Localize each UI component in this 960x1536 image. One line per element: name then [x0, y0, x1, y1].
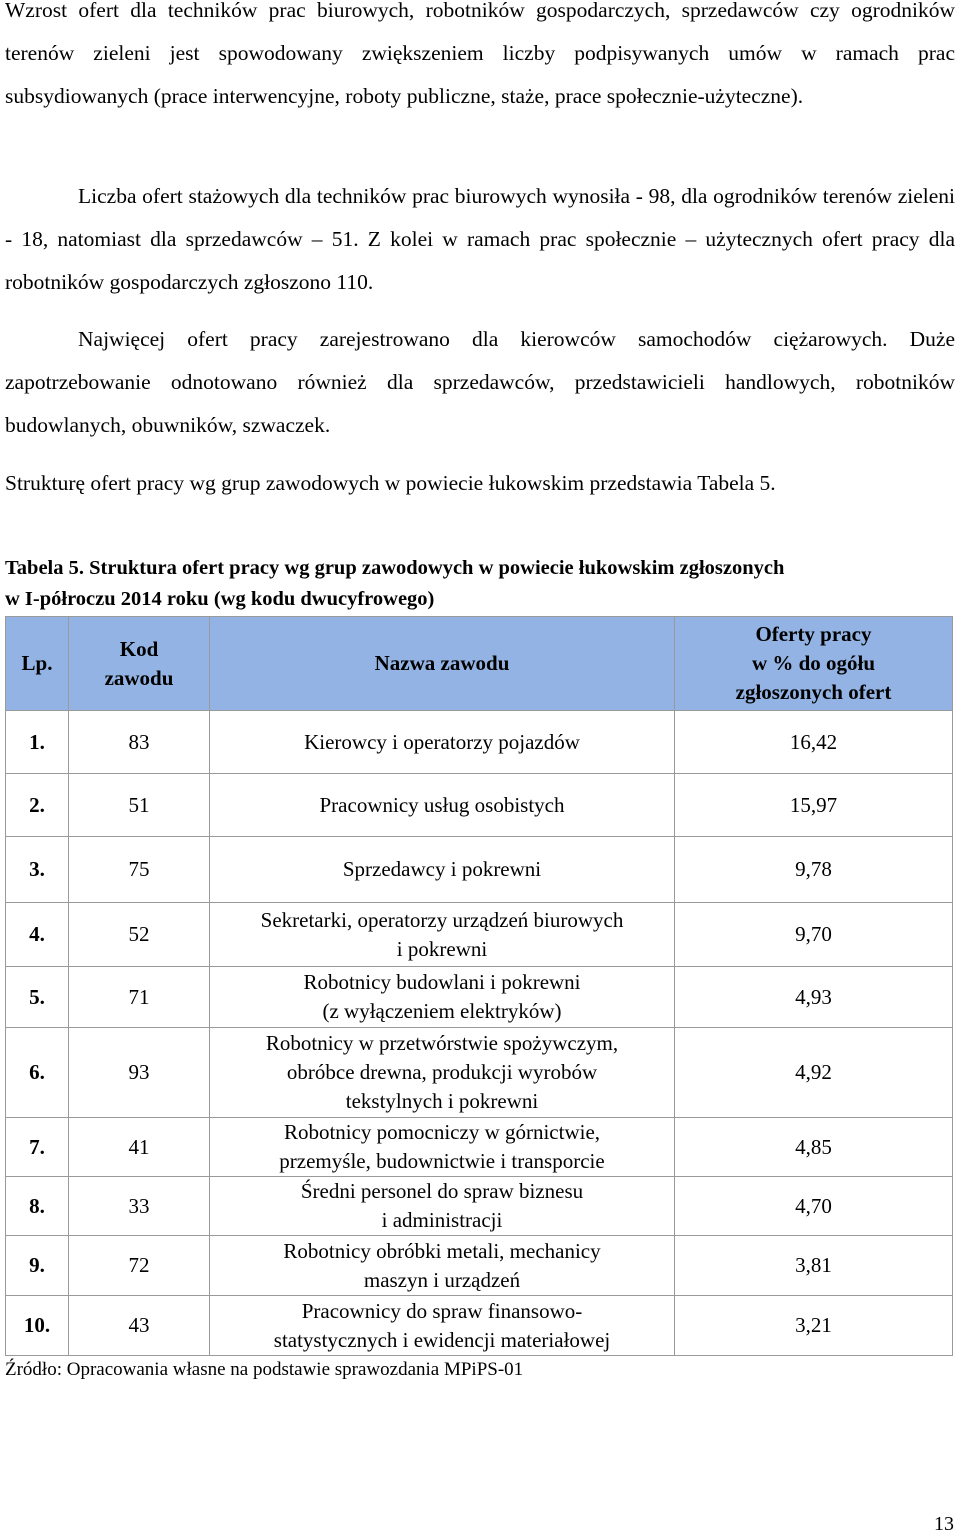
table-row	[6, 967, 953, 1028]
row-lp: 1.	[6, 711, 69, 774]
header-percent: Oferty pracy w % do ogółu zgłoszonych ofert	[675, 617, 953, 711]
page-number: 13	[934, 1513, 954, 1535]
table-caption-line-2: w I-półroczu 2014 roku (wg kodu dwucyfrowego)	[5, 588, 435, 610]
table-row	[6, 1236, 953, 1296]
table-header-row	[6, 617, 953, 711]
row-code: 52	[69, 903, 210, 967]
row-name: Pracownicy usług osobistych	[210, 774, 675, 837]
paragraph-3: Najwięcej ofert pracy zarejestrowano dla kierowców samochodów ciężarowych. Duże zapotrzebowanie odnotowano również dla sprzedawców, przedstawicieli handlowych, robotników budowlanych, obuwników, szwaczek.	[5, 327, 955, 437]
row-percent: 4,70	[675, 1177, 953, 1236]
row-lp: 5.	[6, 967, 69, 1028]
row-lp: 6.	[6, 1028, 69, 1118]
row-name: Sekretarki, operatorzy urządzeń biurowych i pokrewni	[210, 903, 675, 967]
row-code: 41	[69, 1118, 210, 1177]
row-code: 71	[69, 967, 210, 1028]
row-lp: 3.	[6, 837, 69, 903]
row-lp: 10.	[6, 1296, 69, 1356]
row-lp: 7.	[6, 1118, 69, 1177]
row-code: 33	[69, 1177, 210, 1236]
row-percent: 16,42	[675, 711, 953, 774]
table-row	[6, 774, 953, 837]
source-note: Źródło: Opracowania własne na podstawie sprawozdania MPiPS-01	[5, 1359, 524, 1380]
row-code: 93	[69, 1028, 210, 1118]
row-lp: 4.	[6, 903, 69, 967]
row-percent: 4,93	[675, 967, 953, 1028]
table-row	[6, 1118, 953, 1177]
occupation-table	[5, 616, 953, 1356]
row-code: 51	[69, 774, 210, 837]
table-row	[6, 711, 953, 774]
row-percent: 9,70	[675, 903, 953, 967]
row-percent: 3,81	[675, 1236, 953, 1296]
row-name: Robotnicy budowlani i pokrewni (z wyłączeniem elektryków)	[210, 967, 675, 1028]
row-percent: 3,21	[675, 1296, 953, 1356]
row-name: Średni personel do spraw biznesu i administracji	[210, 1177, 675, 1236]
row-lp: 9.	[6, 1236, 69, 1296]
table-row	[6, 903, 953, 967]
table-caption	[5, 553, 955, 615]
row-code: 72	[69, 1236, 210, 1296]
header-lp: Lp.	[6, 617, 69, 711]
table-row	[6, 1028, 953, 1118]
row-percent: 4,92	[675, 1028, 953, 1118]
paragraph-2: Liczba ofert stażowych dla techników prac biurowych wynosiła - 98, dla ogrodników terenów zieleni - 18, natomiast dla sprzedawców – 51. Z kolei w ramach prac społecznie – użytecznych ofert pracy dla robotników gospodarczych zgłoszono 110.	[5, 184, 955, 294]
table-row	[6, 1177, 953, 1236]
paragraph-1: Wzrost ofert dla techników prac biurowych, robotników gospodarczych, sprzedawców czy ogrodników terenów zieleni jest spowodowany zwiększeniem liczby podpisywanych umów w ramach prac subsydiowanych (prace interwencyjne, roboty publiczne, staże, prace społecznie-użyteczne).	[5, 0, 955, 108]
row-name: Kierowcy i operatorzy pojazdów	[210, 711, 675, 774]
row-lp: 8.	[6, 1177, 69, 1236]
table-caption-line-1: Tabela 5. Struktura ofert pracy wg grup zawodowych w powiecie łukowskim zgłoszonych	[5, 557, 785, 579]
row-percent: 15,97	[675, 774, 953, 837]
header-name: Nazwa zawodu	[210, 617, 675, 711]
row-lp: 2.	[6, 774, 69, 837]
row-name: Robotnicy pomocniczy w górnictwie, przemyśle, budownictwie i transporcie	[210, 1118, 675, 1177]
row-name: Sprzedawcy i pokrewni	[210, 837, 675, 903]
row-name: Robotnicy w przetwórstwie spożywczym, obróbce drewna, produkcji wyrobów tekstylnych i pokrewni	[210, 1028, 675, 1118]
row-percent: 9,78	[675, 837, 953, 903]
row-percent: 4,85	[675, 1118, 953, 1177]
table-row	[6, 1296, 953, 1356]
row-name: Robotnicy obróbki metali, mechanicy maszyn i urządzeń	[210, 1236, 675, 1296]
row-name: Pracownicy do spraw finansowo- statystycznych i ewidencji materiałowej	[210, 1296, 675, 1356]
row-code: 83	[69, 711, 210, 774]
header-code: Kod zawodu	[69, 617, 210, 711]
row-code: 75	[69, 837, 210, 903]
row-code: 43	[69, 1296, 210, 1356]
table-row	[6, 837, 953, 903]
paragraph-4: Strukturę ofert pracy wg grup zawodowych w powiecie łukowskim przedstawia Tabela 5.	[5, 471, 776, 495]
